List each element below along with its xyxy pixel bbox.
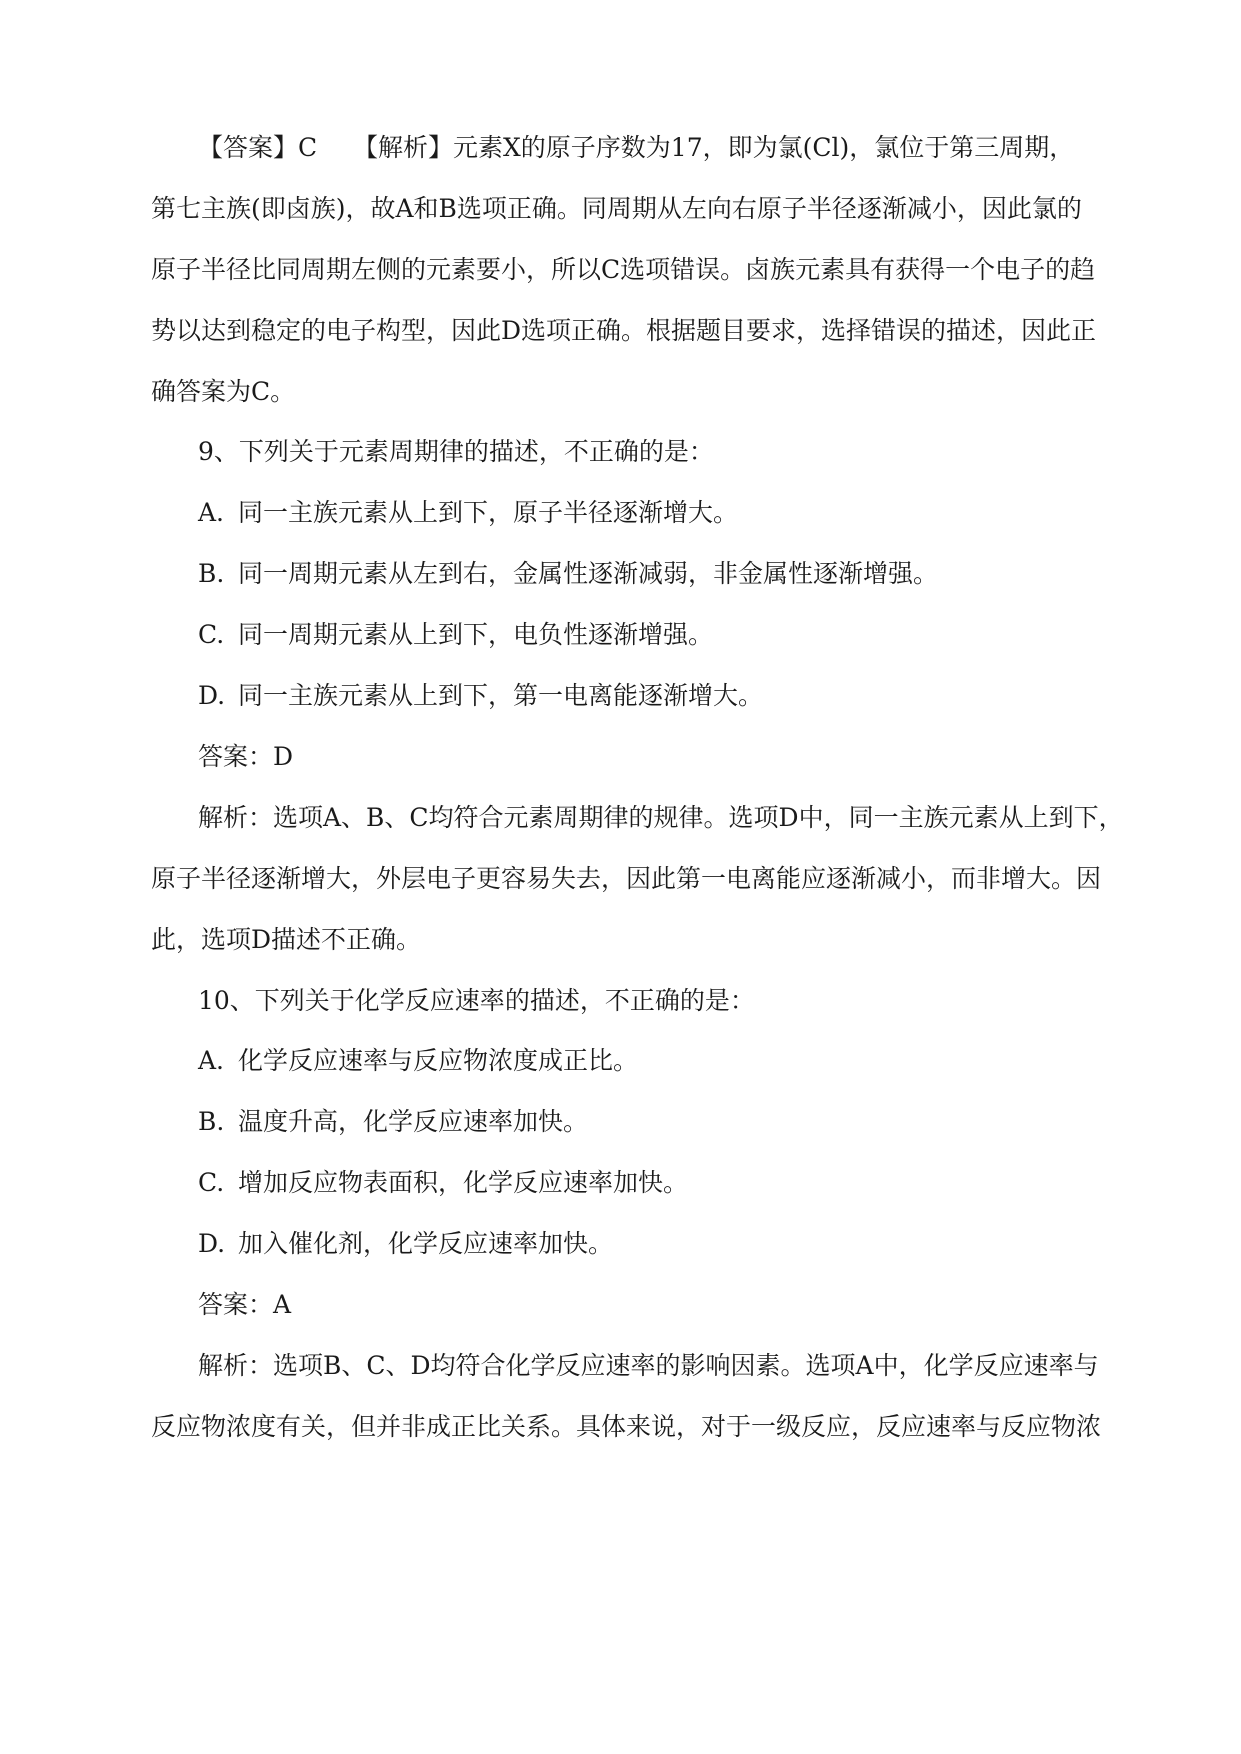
intro-analysis-line: 势以达到稳定的电子构型，因此D选项正确。根据题目要求，选择错误的描述，因此正 [151,316,1097,345]
option-text: 同一主族元素从上到下，原子半径逐渐增大。 [238,498,739,527]
analysis-line: 原子半径逐渐增大，外层电子更容易失去，因此第一电离能应逐渐减小，而非增大。因 [151,864,1102,893]
option-item [198,679,763,713]
option-text: 加入催化剂，化学反应速率加快。 [238,1229,614,1258]
option-letter: D. [198,681,226,710]
option-text: 化学反应速率与反应物浓度成正比。 [238,1046,639,1075]
option-letter: B. [198,1107,225,1136]
intro-first-line [198,131,1074,165]
option-item [198,1166,688,1200]
option-text: 增加反应物表面积，化学反应速率加快。 [238,1168,689,1197]
option-item [198,1044,638,1078]
answer-line: 答案：A [198,1290,292,1319]
intro-analysis-line: 确答案为C。 [151,377,296,406]
intro-analysis-line: 【解析】元素Ⅹ的原子序数为17，即为氯(Cl)，氯位于第三周期， [353,133,1075,162]
option-letter: C. [198,620,225,649]
question-stem: 9、下列关于元素周期律的描述，不正确的是： [198,437,714,466]
analysis-line: 此，选项D描述不正确。 [151,925,422,954]
option-text: 同一主族元素从上到下，第一电离能逐渐增大。 [238,681,764,710]
option-text: 同一周期元素从左到右，金属性逐渐减弱，非金属性逐渐增强。 [238,559,939,588]
intro-analysis-line: 第七主族(即卤族)，故A和B选项正确。同周期从左向右原子半径逐渐减小，因此氯的 [151,194,1082,223]
option-item [198,496,738,530]
analysis-line: 反应物浓度有关，但并非成正比关系。具体来说，对于一级反应，反应速率与反应物浓 [151,1412,1102,1441]
intro-analysis-line: 原子半径比同周期左侧的元素要小，所以C选项错误。卤族元素具有获得一个电子的趋 [151,255,1096,284]
option-letter: C. [198,1168,225,1197]
option-letter: A. [198,498,225,527]
option-text: 温度升高，化学反应速率加快。 [238,1107,589,1136]
option-item [198,1105,588,1139]
option-item [198,557,938,591]
intro-answer-tag: 【答案】C [198,133,318,162]
option-item [198,1227,613,1261]
option-item [198,618,713,652]
option-letter: D. [198,1229,226,1258]
option-letter: A. [198,1046,225,1075]
analysis-line: 解析：选项A、B、C均符合元素周期律的规律。选项D中，同一主族元素从上到下， [198,803,1124,832]
analysis-line: 解析：选项B、C、D均符合化学反应速率的影响因素。选项A中，化学反应速率与 [198,1351,1099,1380]
option-letter: B. [198,559,225,588]
question-stem: 10、下列关于化学反应速率的描述，不正确的是： [198,986,755,1015]
answer-line: 答案：D [198,742,294,771]
option-text: 同一周期元素从上到下，电负性逐渐增强。 [238,620,714,649]
